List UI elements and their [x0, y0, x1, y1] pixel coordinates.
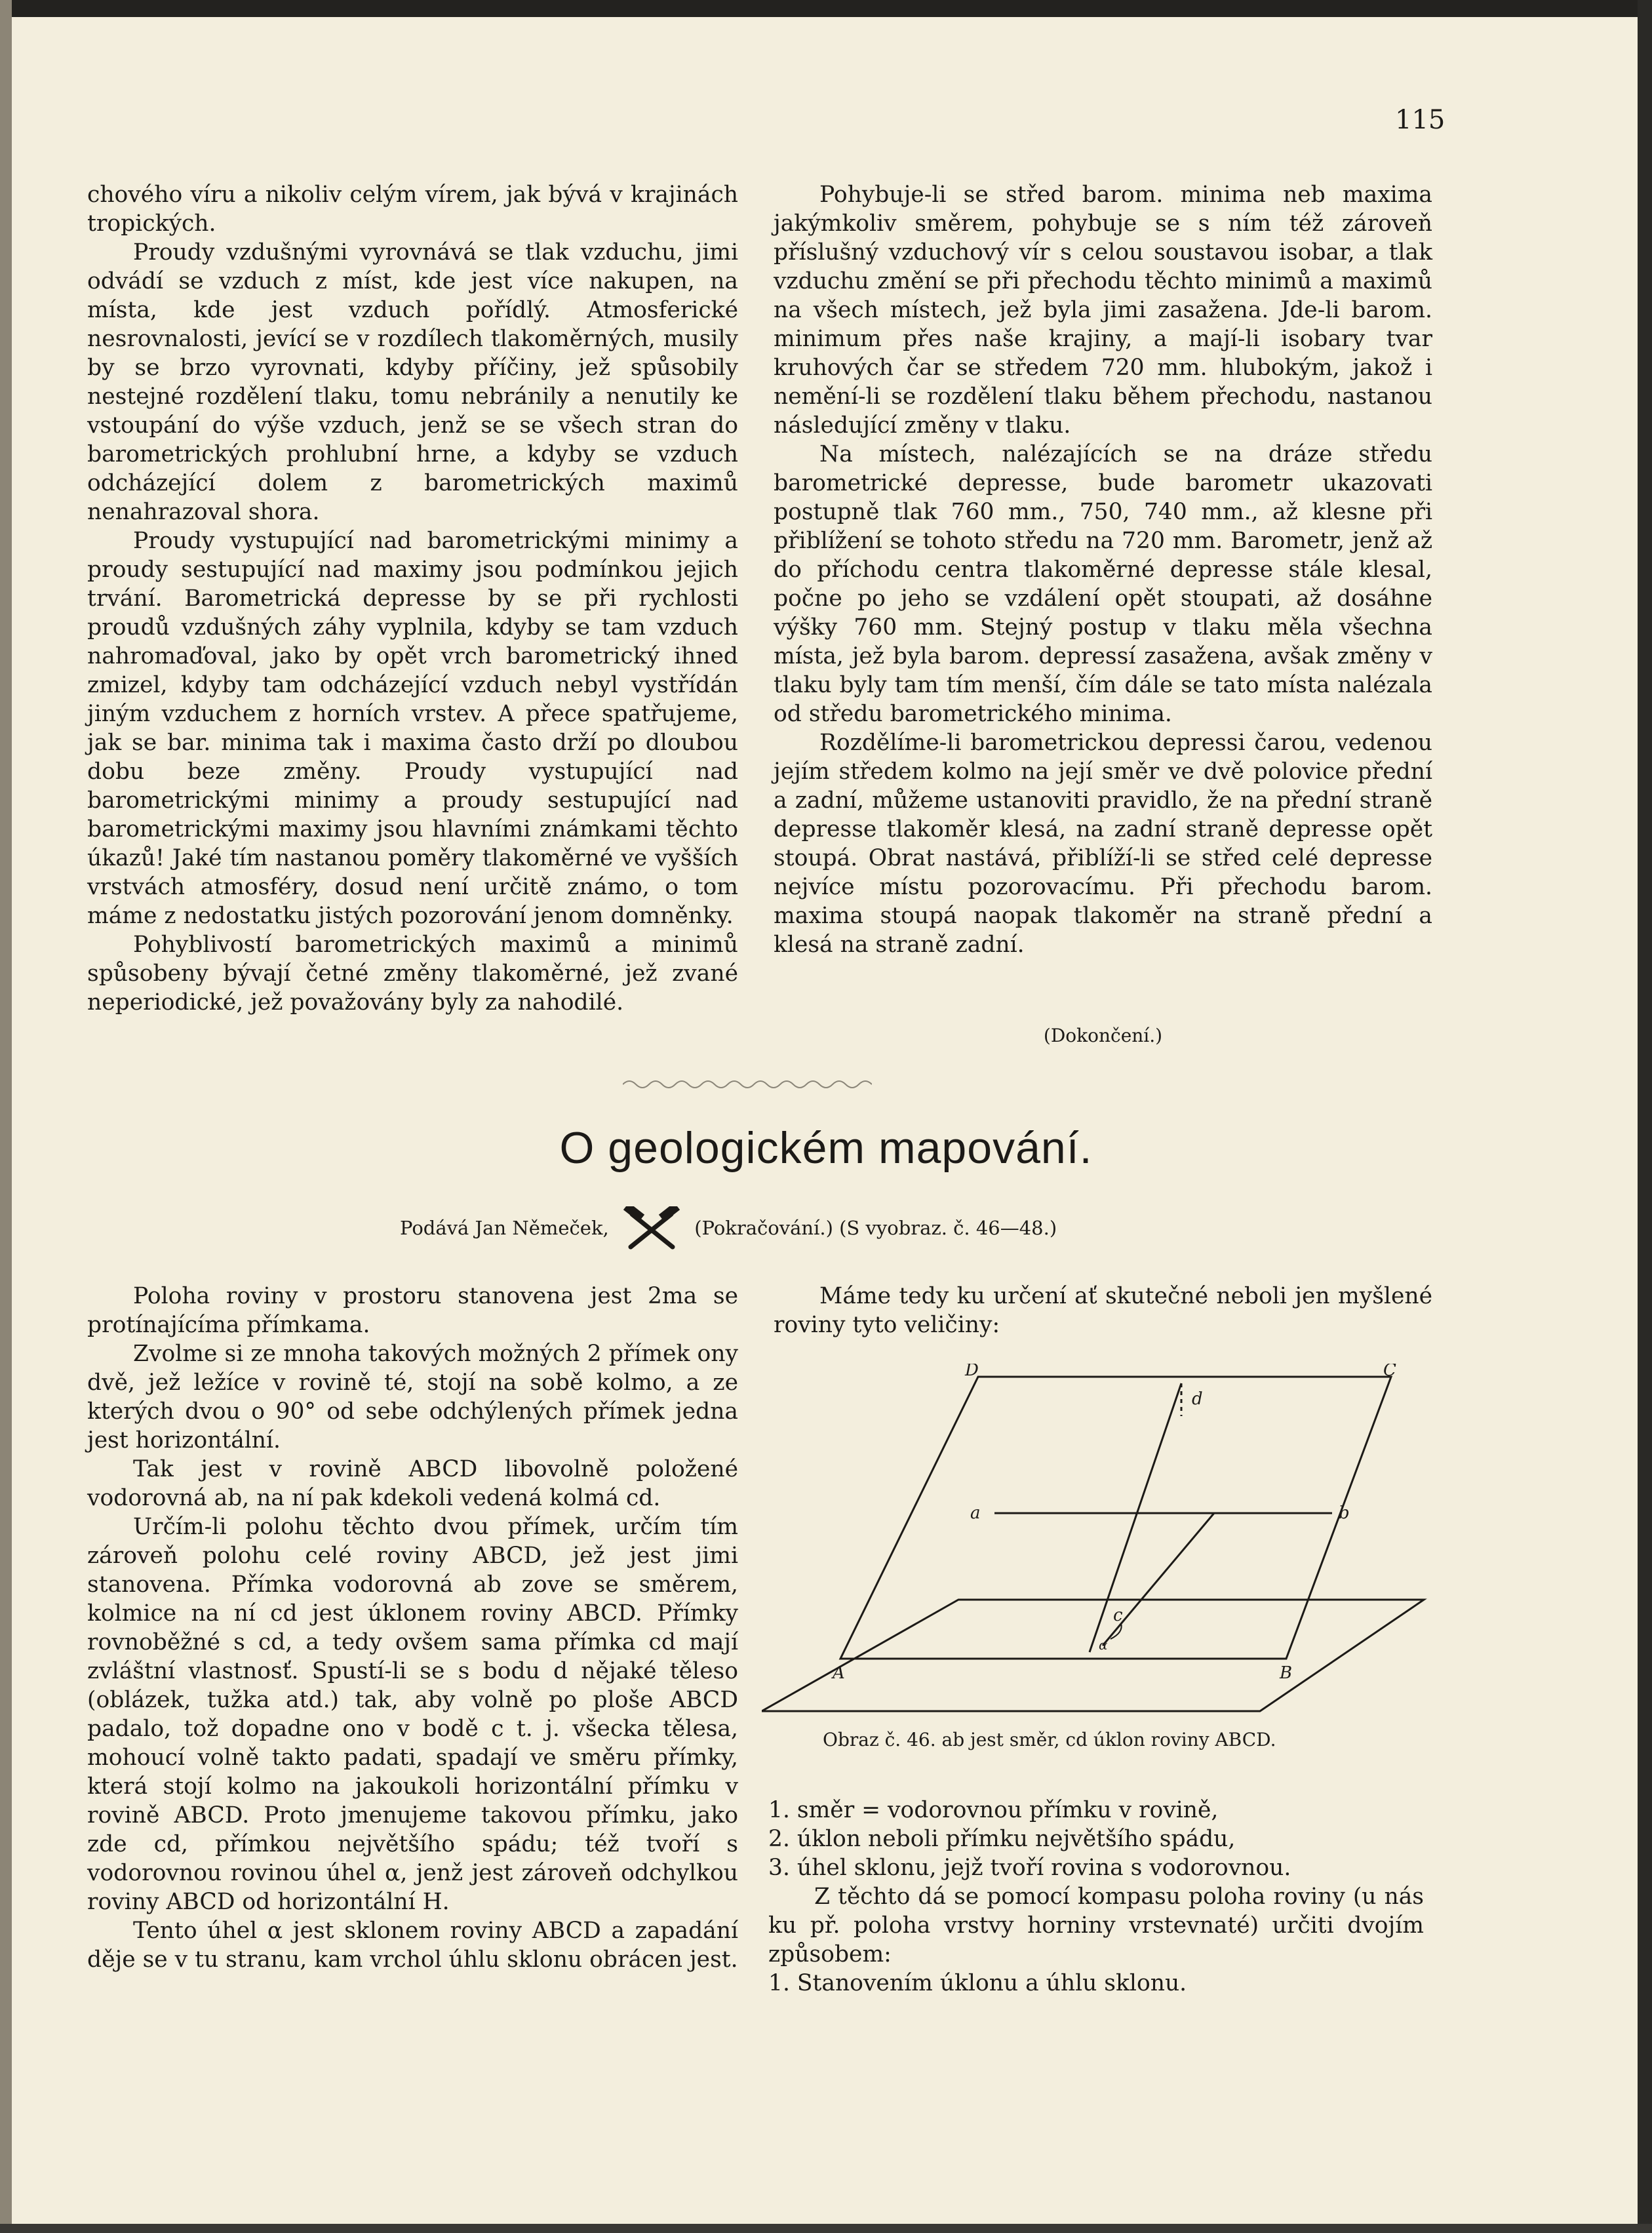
page-number: 115: [1395, 105, 1446, 135]
paragraph: Pohybuje-li se střed barom. minima neb maxima jakýmkoliv směrem, pohybuje se s ním též zároveň příslušný vzduchový vír s celou soustavou isobar, a tlak vzduchu změní se při přechodu těchto minimů a maximů na všech místech, jež byla jimi zasažena. Jde-li barom. minimum přes naše krajiny, a mají-li isobary tvar kruhových čar se středem 720 mm. hlubokým, jakož i nemění-li se rozdělení tlaku během přechodu, nastanou následující změny v tlaku.: [774, 182, 1432, 439]
paragraph: Tento úhel α jest sklonem roviny ABCD a zapadání děje se v tu stranu, kam vrchol úhlu sklonu obrácen jest.: [87, 1918, 738, 1973]
label-A: A: [833, 1663, 845, 1683]
list-after-paragraph: Z těchto dá se pomocí kompasu poloha roviny (u nás ku př. poloha vrstvy horniny vrstevnaté) určiti dvojím způsobem:: [768, 1884, 1424, 1967]
paragraph: Zvolme si ze mnoha takových možných 2 přímek ony dvě, jež ležíce v rovině té, stojí na sobě kolmo, a ze kterých dvou o 90° od sebe odchýlených přímek jedna jest horizontální.: [87, 1341, 738, 1453]
list-item: 2. úklon neboli přímku největšího spádu,: [768, 1826, 1236, 1852]
paragraph: Určím-li polohu těchto dvou přímek, určím tím zároveň polohu celé roviny ABCD, jež jest jimi stanovena. Přímka vodorovná ab zove se směrem, kolmice na ní cd jest úklonem roviny ABCD. Přímky rovnoběžné s cd, a tedy ovšem sama přímka cd mají zvláštní vlastnosť. Spustí-li se s bodu d nějaké těleso (oblázek, tužka atd.) tak, aby volně po ploše ABCD padalo, tož dopadne ono v bodě c t. j. všecka tělesa, mohoucí volně takto padati, spadají ve směru přímky, která stojí kolmo na jakoukoli horizontální přímku v rovině ABCD. Proto jmenujeme takovou přímku, jako zde cd, přímkou největšího spádu; též tvoří s vodorovnou rovinou úhel α, jenž jest zároveň odchylkou roviny ABCD od horizontální H.: [87, 1514, 738, 1915]
projection-line: [1103, 1513, 1214, 1646]
left-column-bottom: [87, 1282, 738, 1974]
intro-paragraph: Máme tedy ku určení ať skutečné neboli jen myšlené roviny tyto veličiny:: [774, 1283, 1432, 1338]
right-column-top: [774, 180, 1432, 959]
byline: [400, 1206, 1057, 1252]
label-b: b: [1339, 1503, 1350, 1523]
quantities-list: [768, 1796, 1424, 1998]
label-C: C: [1383, 1364, 1396, 1380]
list-item: 3. úhel sklonu, jejž tvoří rovina s vodorovnou.: [768, 1855, 1291, 1881]
paragraph: Rozdělíme-li barometrickou depressi čarou, vedenou jejím středem kolmo na její směr ve dvě polovice přední a zadní, můžeme ustanoviti pravidlo, že na přední straně depresse tlakoměr klesá, na zadní straně depresse opět stoupá. Obrat nastává, přiblíží-li se střed celé depresse nejvíce místu pozorovacímu. Při přechodu barom. maxima stoupá naopak tlakoměr na straně přední a klesá na straně zadní.: [774, 730, 1432, 958]
label-B: B: [1280, 1663, 1293, 1683]
paragraph: Proudy vzdušnými vyrovnává se tlak vzduchu, jimi odvádí se vzduch z míst, kde jest více nakupen, na místa, kde jest vzduch pořídlý. Atmosferické nesrovnalosti, jevící se v rozdílech tlakoměrných, musily by se brzo vyrovnati, kdyby příčiny, jež spůsobily nestejné rozdělení tlaku, tomu nebránily a nenutily ke vstoupání do výše vzduch, jenž se se všech stran do barometrických prohlubní hrne, a kdyby se vzduch odcházející dolem z barometrických maximů nenahrazoval shora.: [87, 239, 738, 525]
section-divider-ornament: [623, 1075, 872, 1091]
scan-edge-bottom: [0, 2224, 1652, 2233]
label-D: D: [965, 1364, 979, 1380]
label-d: d: [1192, 1389, 1203, 1409]
crossed-hammers-icon: [619, 1206, 684, 1252]
left-column-top: [87, 180, 738, 1017]
byline-author: Podává Jan Němeček,: [400, 1217, 609, 1239]
scan-edge-right: [1638, 0, 1652, 2233]
list-final-item: 1. Stanovením úklonu a úhlu sklonu.: [768, 1970, 1187, 1996]
list-item: 1. směr = vodorovnou přímku v rovině,: [768, 1797, 1219, 1823]
label-alpha: α: [1099, 1637, 1108, 1653]
article-title: O geologickém mapování.: [559, 1123, 1093, 1173]
line-cd: [1090, 1383, 1181, 1652]
paragraph: Tak jest v rovině ABCD libovolně položené vodorovná ab, na ní pak kdekoli vedená kolmá cd.: [87, 1456, 738, 1511]
paragraph: chového víru a nikoliv celým vírem, jak bývá v krajinách tropických.: [87, 182, 738, 237]
label-a: a: [970, 1503, 981, 1523]
dokonceni-note: (Dokončení.): [1043, 1025, 1163, 1046]
paragraph: Poloha roviny v prostoru stanovena jest 2ma se protínajícíma přímkama.: [87, 1283, 738, 1338]
label-c: c: [1113, 1606, 1123, 1625]
figure-caption: Obraz č. 46. ab jest směr, cd úklon roviny ABCD.: [823, 1729, 1276, 1750]
paragraph: Na místech, nalézajících se na dráze středu barometrické depresse, bude barometr ukazovati postupně tlak 760 mm., 750, 740 mm., až klesne při přiblížení se tohoto středu na 720 mm. Barometr, jenž až do příchodu centra tlakoměrné depresse stále klesal, počne po jeho se vzdálení opět stoupati, až dosáhne výšky 760 mm. Stejný postup v tlaku měla všechna místa, jež byla barom. depressí zasažena, avšak změny v tlaku byly tam tím menší, čím dále se tato místa nalézala od středu barometrického minima.: [774, 441, 1432, 727]
figure-46-plane-diagram: [762, 1364, 1437, 1731]
dokonceni-wrap: [774, 1020, 1432, 1050]
scan-edge-top: [0, 0, 1652, 17]
paragraph: Proudy vystupující nad barometrickými minimy a proudy sestupující nad maximy jsou podmínkou jejich trvání. Barometrická depresse by se při rychlosti proudů vzdušných záhy vyplnila, kdyby se tam vzduch nahromaďoval, jako by opět vrch barometrický ihned zmizel, kdyby tam odcházející vzduch nebyl vystřídán jiným vzduchem z horních vrstev. A přece spatřujeme, jak se bar. minima tak i maxima často drží po dloubou dobu beze změny. Proudy vystupující nad barometrickými minimy a proudy sestupující nad barometrickými maximy jsou hlavními známkami těchto úkazů! Jaké tím nastanou poměry tlakoměrné ve vyšších vrstvách atmosféry, dosud není určitě známo, o tom máme z nedostatku jistých pozorování jenom domněnky.: [87, 528, 738, 929]
byline-continuation: (Pokračování.) (S vyobraz. č. 46—48.): [694, 1217, 1057, 1239]
scan-edge-left: [0, 0, 12, 2233]
paragraph: Pohyblivostí barometrických maximů a minimů spůsobeny bývají četné změny tlakoměrné, jež zvané neperiodické, jež považovány byly za nahodilé.: [87, 932, 738, 1016]
right-column-bottom-intro: [774, 1282, 1432, 1339]
